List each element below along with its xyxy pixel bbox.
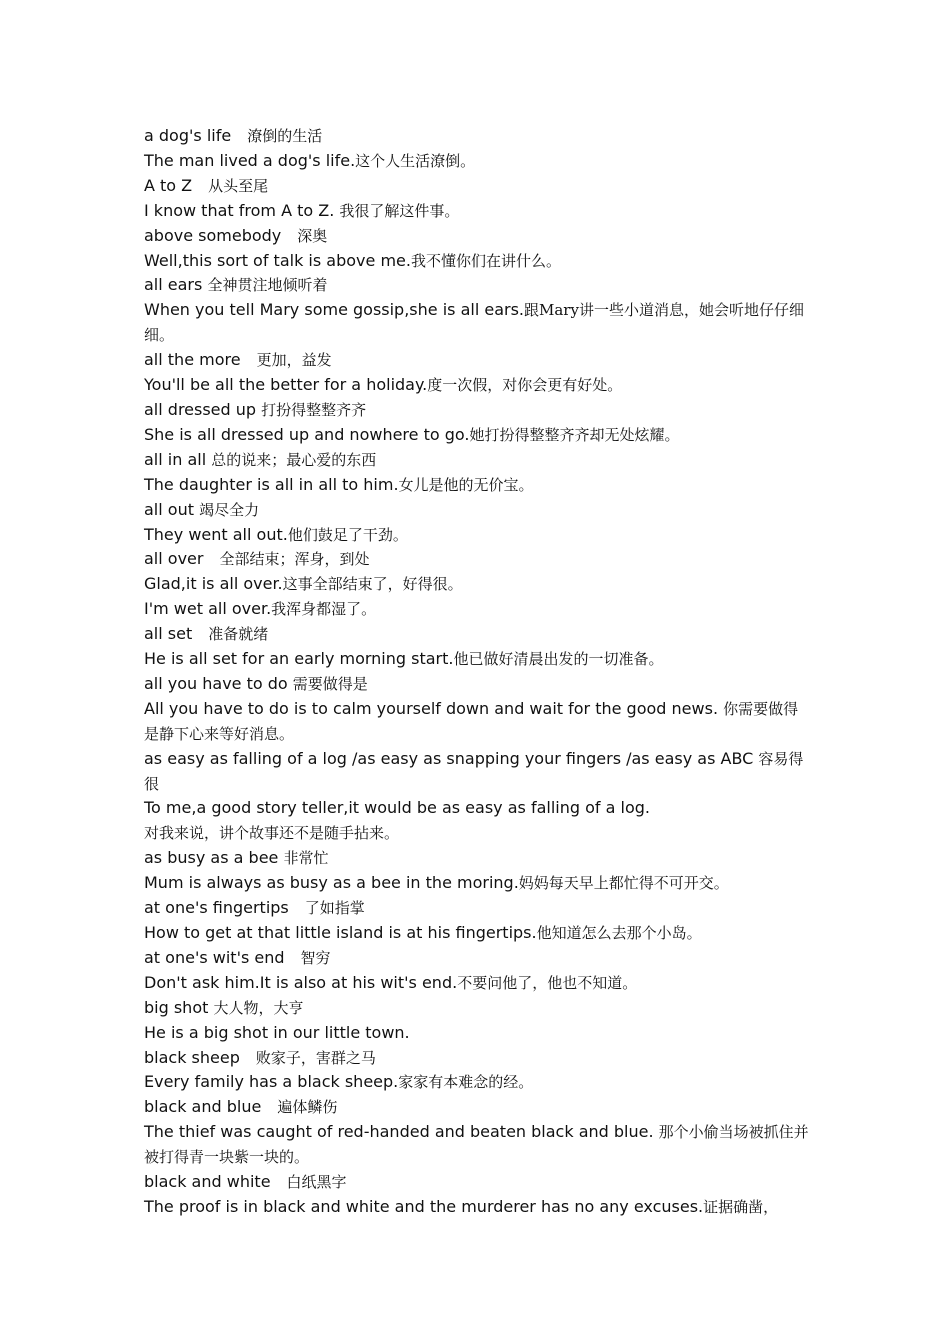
text-line bbox=[144, 1195, 810, 1220]
chinese-text: 从头至尾 bbox=[208, 176, 269, 195]
english-text: all you have to do bbox=[144, 673, 293, 693]
chinese-text: 全部结束；浑身，到处 bbox=[219, 550, 370, 569]
english-text: black and white bbox=[144, 1172, 271, 1192]
text-line bbox=[144, 846, 810, 871]
text-line bbox=[144, 373, 810, 398]
english-text: all in all bbox=[144, 449, 212, 469]
chinese-text: 我很了解这件事。 bbox=[339, 201, 460, 220]
chinese-text: 你需要做得是静下心来等好消息。 bbox=[144, 699, 799, 743]
text-line bbox=[144, 647, 810, 672]
english-text: as busy as a bee bbox=[144, 848, 284, 868]
chinese-text: 度一次假，对你会更有好处。 bbox=[427, 376, 623, 395]
chinese-text: 深奥 bbox=[297, 226, 328, 245]
english-text: To me,a good story teller,it would be as easy as falling of a log. bbox=[144, 798, 650, 818]
text-line bbox=[144, 273, 810, 298]
chinese-text: 容易得很 bbox=[144, 749, 804, 793]
english-text: at one's wit's end bbox=[144, 947, 285, 967]
chinese-text: 大人物，大亨 bbox=[213, 998, 304, 1017]
text-line bbox=[144, 996, 810, 1021]
english-text: big shot bbox=[144, 997, 214, 1017]
text-line bbox=[144, 298, 810, 348]
text-line bbox=[144, 199, 810, 224]
english-text: The daughter is all in all to him. bbox=[144, 474, 399, 494]
text-line bbox=[144, 149, 810, 174]
english-text: a dog's life bbox=[144, 126, 232, 145]
chinese-text: 他知道怎么去那个小岛。 bbox=[536, 924, 702, 942]
english-text: You'll be all the better for a holiday. bbox=[144, 375, 428, 395]
english-text: all ears bbox=[144, 275, 208, 295]
chinese-text: 败家子，害群之马 bbox=[255, 1048, 376, 1067]
chinese-text: 我浑身都湿了。 bbox=[271, 600, 377, 619]
english-text: above somebody bbox=[144, 225, 282, 245]
text-line bbox=[144, 747, 810, 797]
english-text: all the more bbox=[144, 350, 241, 370]
english-text: black and blue bbox=[144, 1097, 262, 1117]
english-text: When you tell Mary some gossip,she is all ears. bbox=[144, 300, 524, 320]
english-text: The proof is in black and white and the murderer has no any excuses. bbox=[144, 1196, 704, 1216]
english-text: black sheep bbox=[144, 1047, 240, 1067]
chinese-text: 妈妈每天早上都忙得不可开交。 bbox=[518, 874, 729, 893]
english-text: He is all set for an early morning start. bbox=[144, 649, 454, 669]
text-line bbox=[144, 1170, 810, 1195]
text-line bbox=[144, 1095, 810, 1120]
text-line bbox=[144, 597, 810, 622]
chinese-text: 潦倒的生活 bbox=[247, 127, 323, 145]
text-line bbox=[144, 224, 810, 249]
chinese-text: 我不懂你们在讲什么。 bbox=[410, 251, 561, 270]
chinese-text: 他已做好清晨出发的一切准备。 bbox=[453, 650, 664, 669]
english-text: He is a big shot in our little town. bbox=[144, 1022, 410, 1042]
english-text: I know that from A to Z. bbox=[144, 200, 340, 220]
text-line bbox=[144, 174, 810, 199]
text-line bbox=[144, 672, 810, 697]
english-text: Don't ask him.It is also at his wit's end. bbox=[144, 972, 458, 992]
chinese-text: 了如指掌 bbox=[304, 899, 365, 918]
text-line bbox=[144, 622, 810, 647]
text-line bbox=[144, 124, 810, 149]
english-text: I'm wet all over. bbox=[144, 599, 272, 619]
text-line bbox=[144, 946, 810, 971]
english-text: The man lived a dog's life. bbox=[144, 150, 356, 170]
english-text: How to get at that little island is at his fingertips. bbox=[144, 923, 537, 942]
text-line bbox=[144, 398, 810, 423]
english-text: all out bbox=[144, 499, 200, 519]
chinese-text: 证据确凿， bbox=[703, 1197, 779, 1216]
chinese-text: 智穷 bbox=[300, 948, 331, 967]
text-line bbox=[144, 448, 810, 473]
english-text: The thief was caught of red-handed and beaten black and blue. bbox=[144, 1122, 659, 1142]
text-line bbox=[144, 423, 810, 448]
chinese-text: 非常忙 bbox=[283, 849, 329, 868]
chinese-text: 遍体鳞伤 bbox=[277, 1098, 338, 1117]
chinese-text: 女儿是他的无价宝。 bbox=[398, 475, 534, 494]
text-line bbox=[144, 971, 810, 996]
text-line bbox=[144, 572, 810, 597]
text-line bbox=[144, 871, 810, 896]
chinese-text: 需要做得是 bbox=[292, 674, 368, 693]
chinese-text: 准备就绪 bbox=[208, 625, 269, 644]
chinese-text: 那个小偷当场被抓住并被打得青一块紫一块的。 bbox=[144, 1123, 809, 1167]
text-line bbox=[144, 896, 810, 921]
chinese-text: 家家有本难念的经。 bbox=[398, 1073, 534, 1092]
chinese-text: 竭尽全力 bbox=[199, 500, 260, 519]
text-line bbox=[144, 921, 810, 946]
english-text: all dressed up bbox=[144, 399, 262, 419]
chinese-text: 打扮得整整齐齐 bbox=[261, 400, 367, 419]
chinese-text: 跟Mary讲一些小道消息，她会听地仔仔细细。 bbox=[144, 301, 804, 345]
english-text: All you have to do is to calm yourself down and wait for the good news. bbox=[144, 698, 724, 718]
chinese-text: 他们鼓足了干劲。 bbox=[287, 525, 408, 544]
chinese-text: 这事全部结束了，好得很。 bbox=[282, 575, 463, 594]
text-line bbox=[144, 1046, 810, 1071]
document-page bbox=[144, 124, 810, 1220]
text-line bbox=[144, 1120, 810, 1170]
text-line bbox=[144, 1021, 810, 1046]
chinese-text: 更加，益发 bbox=[256, 351, 332, 370]
english-text: She is all dressed up and nowhere to go. bbox=[144, 424, 470, 444]
text-line bbox=[144, 249, 810, 274]
chinese-text: 对我来说，讲个故事还不是随手拈来。 bbox=[144, 824, 400, 843]
text-line bbox=[144, 547, 810, 572]
chinese-text: 总的说来；最心爱的东西 bbox=[211, 450, 377, 469]
chinese-text: 白纸黑字 bbox=[286, 1173, 347, 1192]
text-line bbox=[144, 498, 810, 523]
english-text: A to Z bbox=[144, 175, 193, 195]
text-line bbox=[144, 697, 810, 747]
english-text: all over bbox=[144, 549, 204, 569]
text-line bbox=[144, 821, 810, 846]
english-text: all set bbox=[144, 624, 193, 644]
english-text: Mum is always as busy as a bee in the moring. bbox=[144, 873, 519, 893]
chinese-text: 她打扮得整整齐齐却无处炫耀。 bbox=[469, 425, 680, 444]
chinese-text: 全神贯注地倾听着 bbox=[207, 276, 328, 295]
text-line bbox=[144, 473, 810, 498]
text-line bbox=[144, 796, 810, 821]
text-line bbox=[144, 348, 810, 373]
text-line bbox=[144, 1070, 810, 1095]
chinese-text: 这个人生活潦倒。 bbox=[355, 151, 476, 170]
chinese-text: 不要问他了，他也不知道。 bbox=[457, 973, 638, 992]
english-text: Every family has a black sheep. bbox=[144, 1072, 399, 1092]
english-text: Glad,it is all over. bbox=[144, 574, 283, 594]
english-text: Well,this sort of talk is above me. bbox=[144, 250, 411, 270]
english-text: They went all out. bbox=[144, 524, 288, 544]
text-line bbox=[144, 523, 810, 548]
english-text: at one's fingertips bbox=[144, 898, 289, 918]
english-text: as easy as falling of a log /as easy as snapping your fingers /as easy as ABC bbox=[144, 748, 759, 768]
